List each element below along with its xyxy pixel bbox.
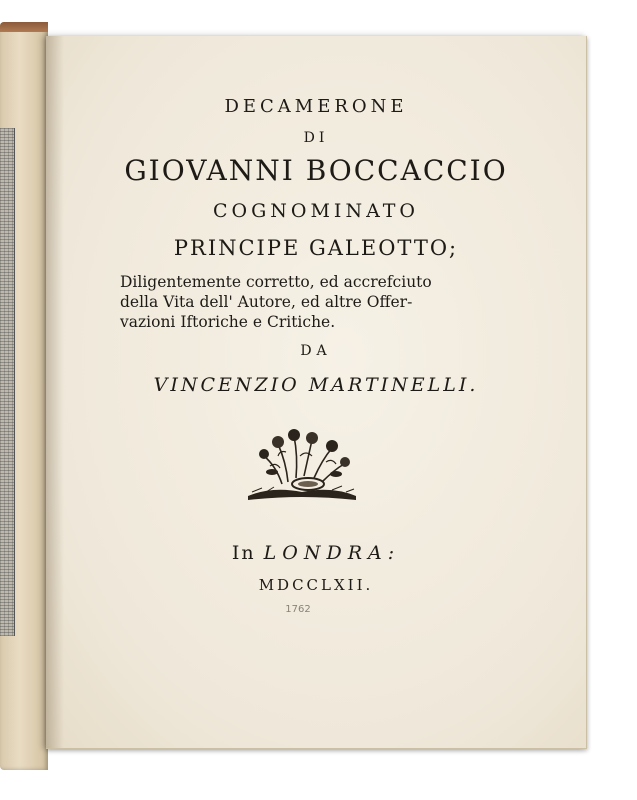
title-line-decamerone: DECAMERONE xyxy=(224,96,408,117)
subtitle-paragraph xyxy=(120,272,540,332)
subtitle-line: della Vita dell' Autore, ed altre Offer- xyxy=(120,293,413,311)
frontispiece-edge xyxy=(0,128,15,636)
board-top-edge xyxy=(0,22,48,32)
subtitle-line: vazioni Iftoriche e Critiche. xyxy=(120,313,336,331)
printer-vignette-ornament xyxy=(242,426,362,506)
subtitle-line: Diligentemente corretto, ed accrefciuto xyxy=(120,273,432,291)
imprint-place xyxy=(46,542,586,564)
imprint-prefix: In xyxy=(231,542,256,564)
editor-name: VINCENZIO MARTINELLI. xyxy=(153,374,479,396)
title-line-cognominato: COGNOMINATO xyxy=(212,200,419,222)
by-line: DA xyxy=(300,343,332,359)
imprint-year: MDCCLXII. xyxy=(258,576,374,594)
title-line-di: DI xyxy=(303,130,329,146)
title-page xyxy=(46,36,587,749)
title-line-epithet: PRINCIPE GALEOTTO; xyxy=(173,236,459,260)
pencil-annotation: 1762 xyxy=(285,604,311,615)
title-line-author-name: GIOVANNI BOCCACCIO xyxy=(124,154,508,187)
imprint-city: LONDRA: xyxy=(263,542,401,564)
